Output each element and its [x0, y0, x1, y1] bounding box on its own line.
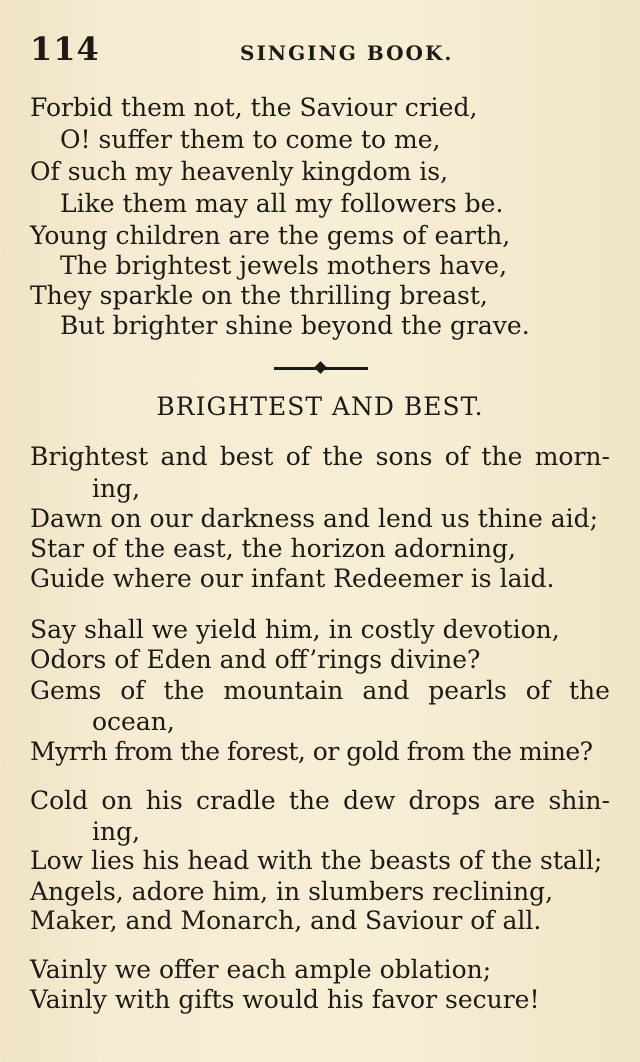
word: the: [163, 676, 205, 705]
poem-line: Dawn on our darkness and lend us thine aid;: [30, 504, 599, 533]
word: on: [101, 786, 133, 815]
poem-line: [30, 676, 610, 706]
word: shin-: [548, 786, 610, 815]
poem-line: Young children are the gems of earth,: [30, 221, 511, 250]
word: the: [568, 676, 610, 705]
word: Cold: [30, 786, 89, 815]
poem-line-continuation: ocean,: [92, 707, 175, 736]
poem-line: Of such my heavenly kingdom is,: [30, 157, 449, 186]
word: of: [525, 676, 551, 705]
running-head: SINGING BOOK.: [240, 41, 454, 65]
word: the: [481, 442, 523, 471]
word: of: [444, 442, 470, 471]
poem-line: Low lies his head with the beasts of the stall;: [30, 846, 603, 875]
poem-line: The brightest jewels mothers have,: [60, 251, 508, 280]
poem-line: Star of the east, the horizon adorning,: [30, 534, 516, 563]
poem-line: Myrrh from the forest, or gold from the mine?: [30, 737, 593, 766]
poem-line: They sparkle on the thrilling breast,: [30, 281, 488, 310]
poem-line: Maker, and Monarch, and Saviour of all.: [30, 906, 542, 935]
poem-line-continuation: ing,: [92, 817, 141, 846]
poem-line: O! suffer them to come to me,: [60, 125, 441, 154]
poem-line: Guide where our infant Redeemer is laid.: [30, 564, 555, 593]
poem-line: Vainly with gifts would his favor secure!: [30, 985, 540, 1014]
word: Brightest: [30, 442, 149, 471]
word: dew: [343, 786, 396, 815]
word: drops: [408, 786, 481, 815]
hymn-title: BRIGHTEST AND BEST.: [156, 392, 484, 421]
poem-line-continuation: ing,: [92, 474, 141, 503]
word: are: [493, 786, 536, 815]
poem-line: [30, 442, 610, 472]
poem-line: But brighter shine beyond the grave.: [60, 311, 530, 340]
word: of: [285, 442, 311, 471]
poem-line: Angels, adore him, in slumbers reclining,: [30, 877, 554, 906]
word: Gems: [30, 676, 102, 705]
page-header: [30, 30, 610, 70]
word: and: [160, 442, 208, 471]
word: morn-: [534, 442, 610, 471]
word: the: [322, 442, 364, 471]
divider-diamond-icon: [314, 361, 327, 374]
word: of: [120, 676, 145, 705]
word: his: [145, 786, 183, 815]
poem-line: [30, 786, 610, 816]
poem-line: Like them may all my followers be.: [60, 189, 504, 218]
word: and: [362, 676, 410, 705]
poem-line: Odors of Eden and off’rings divine?: [30, 645, 481, 674]
page-number: 114: [30, 30, 100, 68]
poem-line: Forbid them not, the Saviour cried,: [30, 93, 478, 122]
word: pearls: [428, 676, 507, 705]
word: the: [288, 786, 330, 815]
word: sons: [375, 442, 433, 471]
poem-line: Vainly we offer each ample oblation;: [30, 955, 492, 984]
word: cradle: [195, 786, 276, 815]
word: mountain: [223, 676, 344, 705]
word: best: [219, 442, 274, 471]
poem-line: Say shall we yield him, in costly devotion,: [30, 615, 560, 644]
